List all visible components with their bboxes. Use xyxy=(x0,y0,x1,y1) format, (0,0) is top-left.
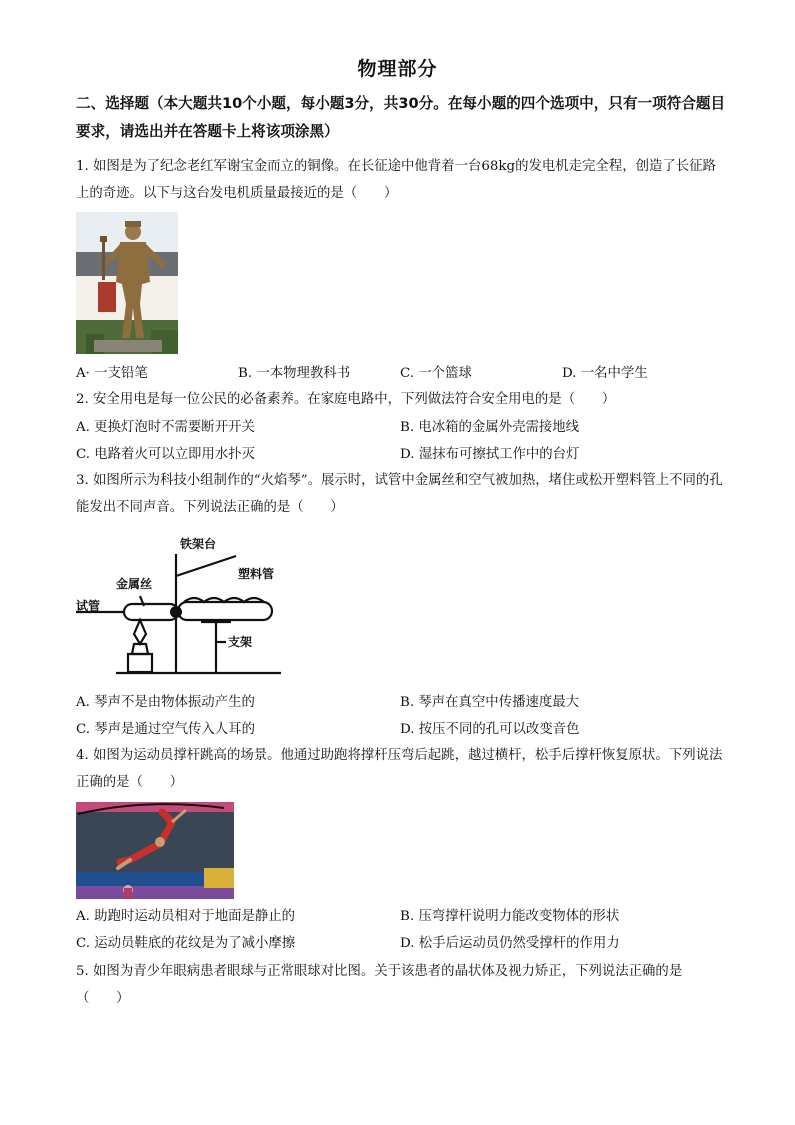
q3-option-d: D. 按压不同的孔可以改变音色 xyxy=(400,722,580,737)
question-2-stem: 2. 安全用电是每一位公民的必备素养。在家庭电路中，下列做法符合安全用电的是（ ） xyxy=(76,392,616,407)
statue-photo xyxy=(76,212,178,354)
q4-option-c: C. 运动员鞋底的花纹是为了减小摩擦 xyxy=(76,936,296,951)
q2-option-b: B. 电冰箱的金属外壳需接地线 xyxy=(400,420,580,435)
section-heading: 二、选择题（本大题共10个小题，每小题3分，共30分。在每小题的四个选项中，只有一项符合题目要求，请选出并在答题卡上将该项涂黑） xyxy=(76,95,726,140)
q3-option-a: A. 琴声不是由物体振动产生的 xyxy=(76,695,255,710)
q2-option-c: C. 电路着火可以立即用水扑灭 xyxy=(76,447,255,462)
q1-option-b: B. 一本物理教科书 xyxy=(238,366,351,381)
label-tube: 试管 xyxy=(76,599,101,613)
question-3-stem: 3. 如图所示为科技小组制作的“火焰琴”。展示时，试管中金属丝和空气被加热，堵住或松开塑料管上不同的孔能发出不同声音。下列说法正确的是（ ） xyxy=(76,473,723,515)
question-4-stem: 4. 如图为运动员撑杆跳高的场景。他通过助跑将撑杆压弯后起跳，越过横杆，松手后撑杆恢复原状。下列说法正确的是（ ） xyxy=(76,748,723,790)
q4-option-a: A. 助跑时运动员相对于地面是静止的 xyxy=(76,909,296,924)
label-stand: 铁架台 xyxy=(180,537,217,551)
label-wire: 金属丝 xyxy=(116,577,153,591)
q2-option-a: A. 更换灯泡时不需要断开开关 xyxy=(76,420,255,435)
q1-option-a: A· 一支铅笔 xyxy=(76,366,148,381)
q3-option-c: C. 琴声是通过空气传入人耳的 xyxy=(76,722,255,737)
q4-option-b: B. 压弯撑杆说明力能改变物体的形状 xyxy=(400,909,620,924)
q4-option-d: D. 松手后运动员仍然受撑杆的作用力 xyxy=(400,936,620,951)
q1-option-c: C. 一个篮球 xyxy=(400,366,472,381)
question-5-stem: 5. 如图为青少年眼病患者眼球与正常眼球对比图。关于该患者的晶状体及视力矫正，下列说法正确的是（ ） xyxy=(76,964,683,1006)
question-1-stem: 1. 如图是为了纪念老红军谢宝金而立的铜像。在长征途中他背着一台68kg的发电机走完全程，创造了长征路上的奇迹。以下与这台发电机质量最接近的是（ ） xyxy=(76,159,716,201)
label-pipe: 塑料管 xyxy=(238,567,275,581)
label-support: 支架 xyxy=(228,635,253,649)
q3-option-b: B. 琴声在真空中传播速度最大 xyxy=(400,695,580,710)
q2-option-d: D. 湿抹布可擦拭工作中的台灯 xyxy=(400,447,580,462)
q1-option-d: D. 一名中学生 xyxy=(562,366,648,381)
pole-vault-photo xyxy=(76,802,234,899)
page-title: 物理部分 xyxy=(357,58,438,80)
flame-organ-diagram xyxy=(76,530,286,678)
